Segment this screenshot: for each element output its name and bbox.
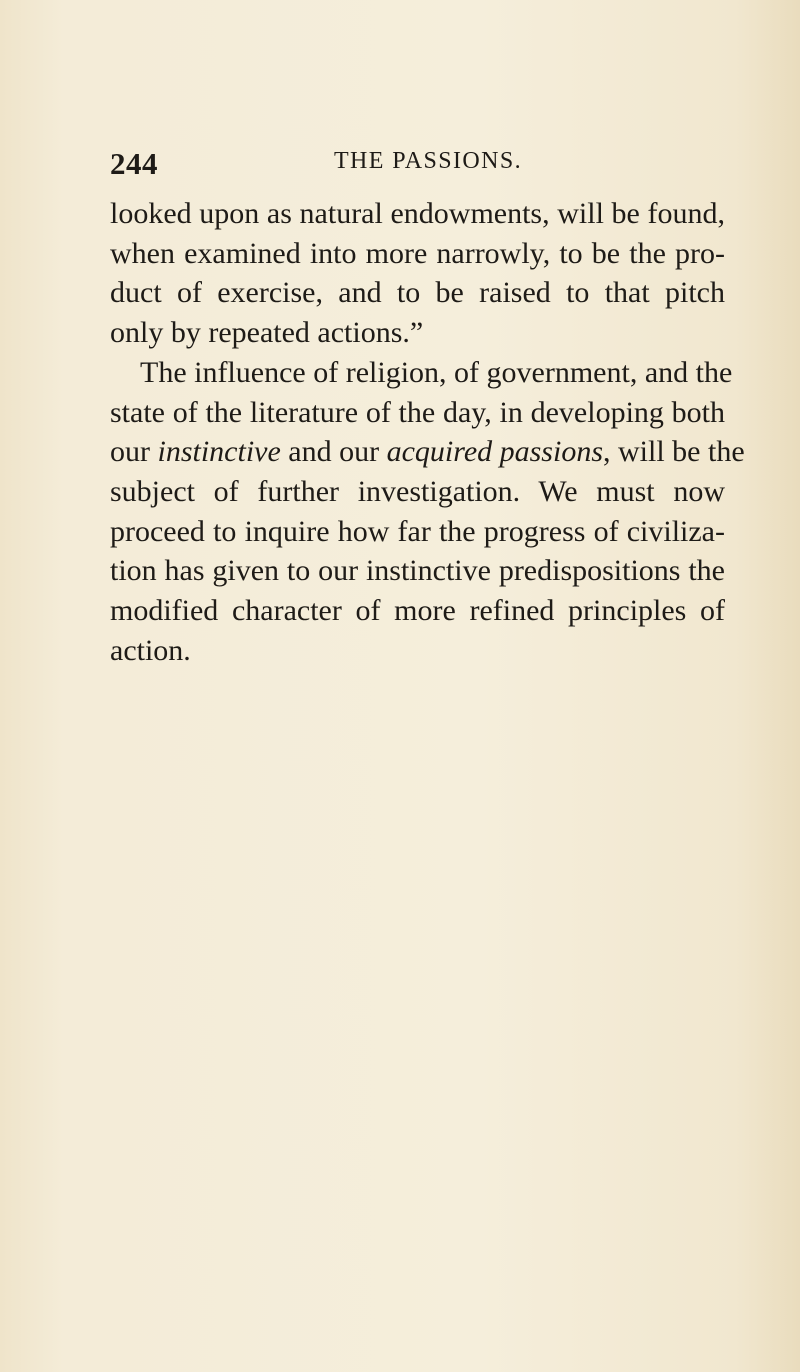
text-segment: and our — [288, 435, 380, 469]
emphasis-acquired-passions: acquired passions — [386, 435, 603, 469]
running-title: THE PASSIONS. — [334, 148, 523, 174]
text-line: modified character of more refined principles of — [110, 594, 725, 628]
text-line: subject of further investigation. We must now — [110, 474, 725, 508]
text-line: tion has given to our instinctive predispositions the — [110, 554, 725, 588]
emphasis-instinctive: instinctive — [157, 435, 281, 469]
text-line: duct of exercise, and to be raised to that pitch — [110, 276, 725, 310]
text-line: action. — [110, 633, 191, 667]
text-line: looked upon as natural endowments, will be found, — [110, 197, 725, 230]
body-text — [110, 194, 745, 670]
text-line-with-emphasis — [110, 432, 745, 472]
text-line: The influence of religion, of government, and the — [140, 355, 733, 389]
text-line: when examined into more narrowly, to be the pro- — [110, 236, 725, 270]
text-line: only by repeated actions.” — [110, 316, 424, 350]
text-line: proceed to inquire how far the progress of civiliza- — [110, 514, 725, 548]
page-number: 244 — [110, 146, 158, 181]
page-header — [110, 146, 710, 186]
text-segment: , will be the — [603, 435, 745, 469]
text-segment: our — [110, 435, 150, 469]
text-line: state of the literature of the day, in developing both — [110, 395, 725, 429]
